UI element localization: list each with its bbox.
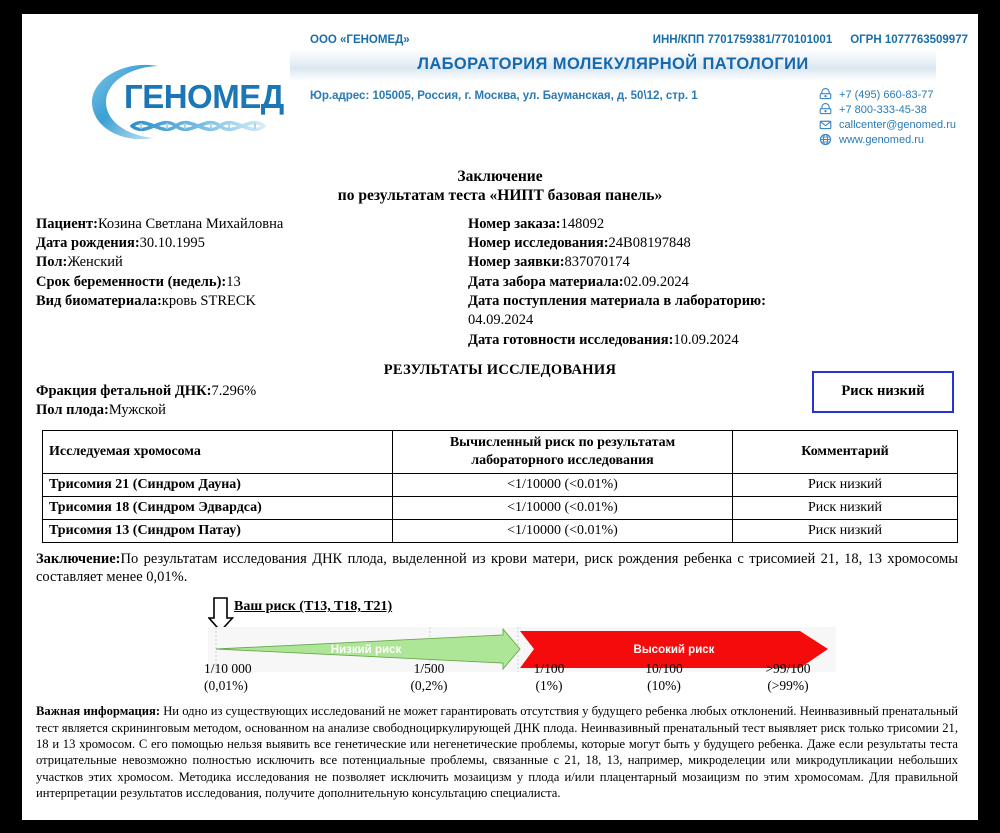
genomed-logo-icon: [84, 52, 289, 152]
cell-chromosome: Трисомия 18 (Синдром Эдвардса): [43, 496, 393, 519]
contact-phone-2[interactable]: [819, 103, 956, 116]
field-patient-name: [36, 215, 468, 234]
field-label: Дата готовности исследования:: [468, 331, 674, 348]
field-request-number: [468, 253, 960, 272]
field-study-number: [468, 234, 960, 253]
genomed-logo: [84, 52, 289, 152]
field-value: кровь STRECK: [161, 292, 257, 309]
field-birth-date: [36, 234, 468, 253]
field-value: Козина Светлана Михайловна: [97, 215, 284, 232]
field-value: 837070174: [564, 254, 630, 271]
company-inn: ИНН/КПП 7701759381/770101001: [652, 34, 833, 46]
lab-title: ЛАБОРАТОРИЯ МОЛЕКУЛЯРНОЙ ПАТОЛОГИИ: [417, 55, 809, 73]
results-table: [42, 430, 958, 543]
scale-tick-2: [504, 661, 594, 694]
cell-risk: <1/10000 (<0.01%): [393, 519, 733, 542]
field-value: 13: [226, 273, 241, 290]
field-label: Дата поступления материала в лабораторию:: [468, 292, 766, 309]
field-label: Номер исследования:: [468, 235, 609, 252]
scale-tick-0-bottom: (0,01%): [204, 677, 248, 693]
conclusion-paragraph: [36, 550, 958, 588]
svg-text:ГЕНОМЕД: ГЕНОМЕД: [124, 78, 284, 115]
field-label: Пол плода:: [36, 402, 109, 419]
phone-icon: [819, 103, 832, 116]
scale-tick-1: [374, 661, 484, 694]
risk-scale: [22, 599, 978, 699]
field-label: Пациент:: [36, 215, 98, 232]
field-label: Дата забора материала:: [468, 273, 624, 290]
field-label: Номер заявки:: [468, 254, 565, 271]
field-value: 10.09.2024: [673, 331, 739, 348]
cell-risk: <1/10000 (<0.01%): [393, 496, 733, 519]
field-sex: [36, 253, 468, 272]
scale-tick-0: [204, 661, 324, 694]
page-title: [22, 168, 978, 206]
document-page: [22, 14, 978, 820]
contact-email[interactable]: [819, 118, 956, 131]
table-row: [43, 496, 958, 519]
column-header-risk-line2: лабораторного исследования: [471, 452, 654, 468]
column-header-risk-line1: Вычисленный риск по результатам: [449, 434, 676, 450]
svg-text:Низкий риск: Низкий риск: [330, 644, 402, 657]
field-label: Вид биоматериала:: [36, 292, 162, 309]
scale-tick-0-top: 1/10 000: [204, 661, 252, 677]
contact-email-text: callcenter@genomed.ru: [839, 118, 956, 131]
conclusion-text: По результатам исследования ДНК плода, выделенной из крови матери, риск рождения ребенка с трисомией 21, 18, 13 хромосомы составляет менее 0,01%.: [36, 550, 958, 586]
column-header-chromosome: Исследуемая хромосома: [43, 430, 393, 473]
field-lab-receipt-date: [468, 292, 960, 331]
lab-title-band: [290, 49, 936, 81]
company-ogrn: ОГРН 1077763509977: [850, 34, 968, 46]
contact-phone-1-text: +7 (495) 660-83-77: [839, 88, 934, 101]
company-name: ООО «ГЕНОМЕД»: [310, 34, 410, 46]
field-value: Женский: [67, 254, 123, 271]
header-info: [290, 34, 974, 146]
table-header-row: [43, 430, 958, 473]
field-label: Пол:: [36, 254, 68, 271]
field-value: 24B08197848: [608, 235, 691, 252]
important-information-text: Ни одно из существующих исследований не может гарантировать отсутствия у будущего ребенка любых отклонений. Неинвазивный пренатальный тест является скрининговым методом, основанном на анализе свободноциркулирующей ДНК плода. Неинвазивный пренатальный тест выявляет риск только трисомии 21, 18 и 13 хромосом. С его помощью нельзя выявить все генетические или негенетические проблемы, которые могут быть у будущего ребенка. Даже если результаты теста отрицательные невозможно полностью исключить все потенциальные проблемы, связанные с 21, 18, 13, например, микроделеции или микродупликации небольших участков этих хромосом. Методика исследования не позволяет исключить мозаицизм у плода и/или плацентарный мозаицизм по этим хромосомам. Для правильной интерпретации результатов исследования, получите дополнительную консультацию специалиста.: [36, 704, 958, 801]
your-risk-label: Ваш риск (T13, T18, T21): [234, 599, 393, 615]
risk-scale-ticks: [204, 661, 848, 701]
field-value: 7.296%: [211, 382, 257, 399]
conclusion-label: Заключение:: [36, 550, 121, 567]
table-row: [43, 473, 958, 496]
field-value: 148092: [560, 215, 605, 232]
field-label: Срок беременности (недель):: [36, 273, 227, 290]
scale-tick-1-bottom: (0,2%): [410, 677, 448, 693]
document-header: [22, 14, 978, 154]
email-icon: [819, 118, 832, 131]
cell-comment: Риск низкий: [733, 473, 958, 496]
field-value: 30.10.1995: [139, 235, 205, 252]
table-row: [43, 519, 958, 542]
scale-tick-4: [738, 661, 838, 694]
cell-comment: Риск низкий: [733, 519, 958, 542]
column-header-comment: Комментарий: [733, 430, 958, 473]
svg-text:Высокий риск: Высокий риск: [633, 644, 715, 657]
patient-info-block: [22, 215, 978, 350]
patient-info-left: [36, 215, 468, 350]
field-ready-date: [468, 331, 960, 350]
field-gestation-weeks: [36, 273, 468, 292]
important-information-label: Важная информация:: [36, 704, 161, 719]
scale-tick-2-bottom: (1%): [535, 677, 563, 693]
cell-chromosome: Трисомия 21 (Синдром Дауна): [43, 473, 393, 496]
field-value: 02.09.2024: [623, 273, 689, 290]
results-heading: РЕЗУЛЬТАТЫ ИССЛЕДОВАНИЯ: [383, 361, 617, 378]
field-label: Дата рождения:: [36, 235, 140, 252]
legal-address: Юр.адрес: 105005, Россия, г. Москва, ул. Бауманская, д. 50\12, стр. 1: [310, 90, 698, 102]
results-section: [22, 362, 978, 424]
field-biomaterial: [36, 292, 468, 311]
contact-website-text: www.genomed.ru: [839, 133, 925, 146]
scale-tick-4-bottom: (>99%): [767, 677, 809, 693]
cell-risk: <1/10000 (<0.01%): [393, 473, 733, 496]
phone-icon: [819, 88, 832, 101]
field-value: Мужской: [108, 402, 166, 419]
field-label: Фракция фетальной ДНК:: [36, 382, 212, 399]
contact-list: [819, 88, 974, 146]
contact-phone-1[interactable]: [819, 88, 956, 101]
cell-comment: Риск низкий: [733, 496, 958, 519]
important-information: [36, 703, 958, 801]
contact-website[interactable]: [819, 133, 956, 146]
patient-info-right: [468, 215, 960, 350]
scale-tick-4-top: >99/100: [765, 661, 811, 677]
scale-tick-3-bottom: (10%): [647, 677, 681, 693]
contact-phone-2-text: +7 800-333-45-38: [839, 103, 927, 116]
column-header-risk: [393, 430, 733, 473]
header-contact-line: [290, 88, 974, 146]
field-collection-date: [468, 273, 960, 292]
cell-chromosome: Трисомия 13 (Синдром Патау): [43, 519, 393, 542]
scale-tick-1-top: 1/500: [413, 661, 445, 677]
header-registry-line: [290, 34, 974, 49]
status-badge: Риск низкий: [812, 371, 954, 413]
field-label: Номер заказа:: [468, 215, 561, 232]
page-title-line1: Заключение: [457, 168, 543, 185]
page-title-line2: по результатам теста «НИПТ базовая панель»: [337, 186, 663, 204]
scale-tick-3: [614, 661, 714, 694]
globe-icon: [819, 133, 832, 146]
scale-tick-3-top: 10/100: [645, 661, 683, 677]
scale-tick-2-top: 1/100: [533, 661, 565, 677]
field-order-number: [468, 215, 960, 234]
field-value: 04.09.2024: [468, 312, 534, 329]
